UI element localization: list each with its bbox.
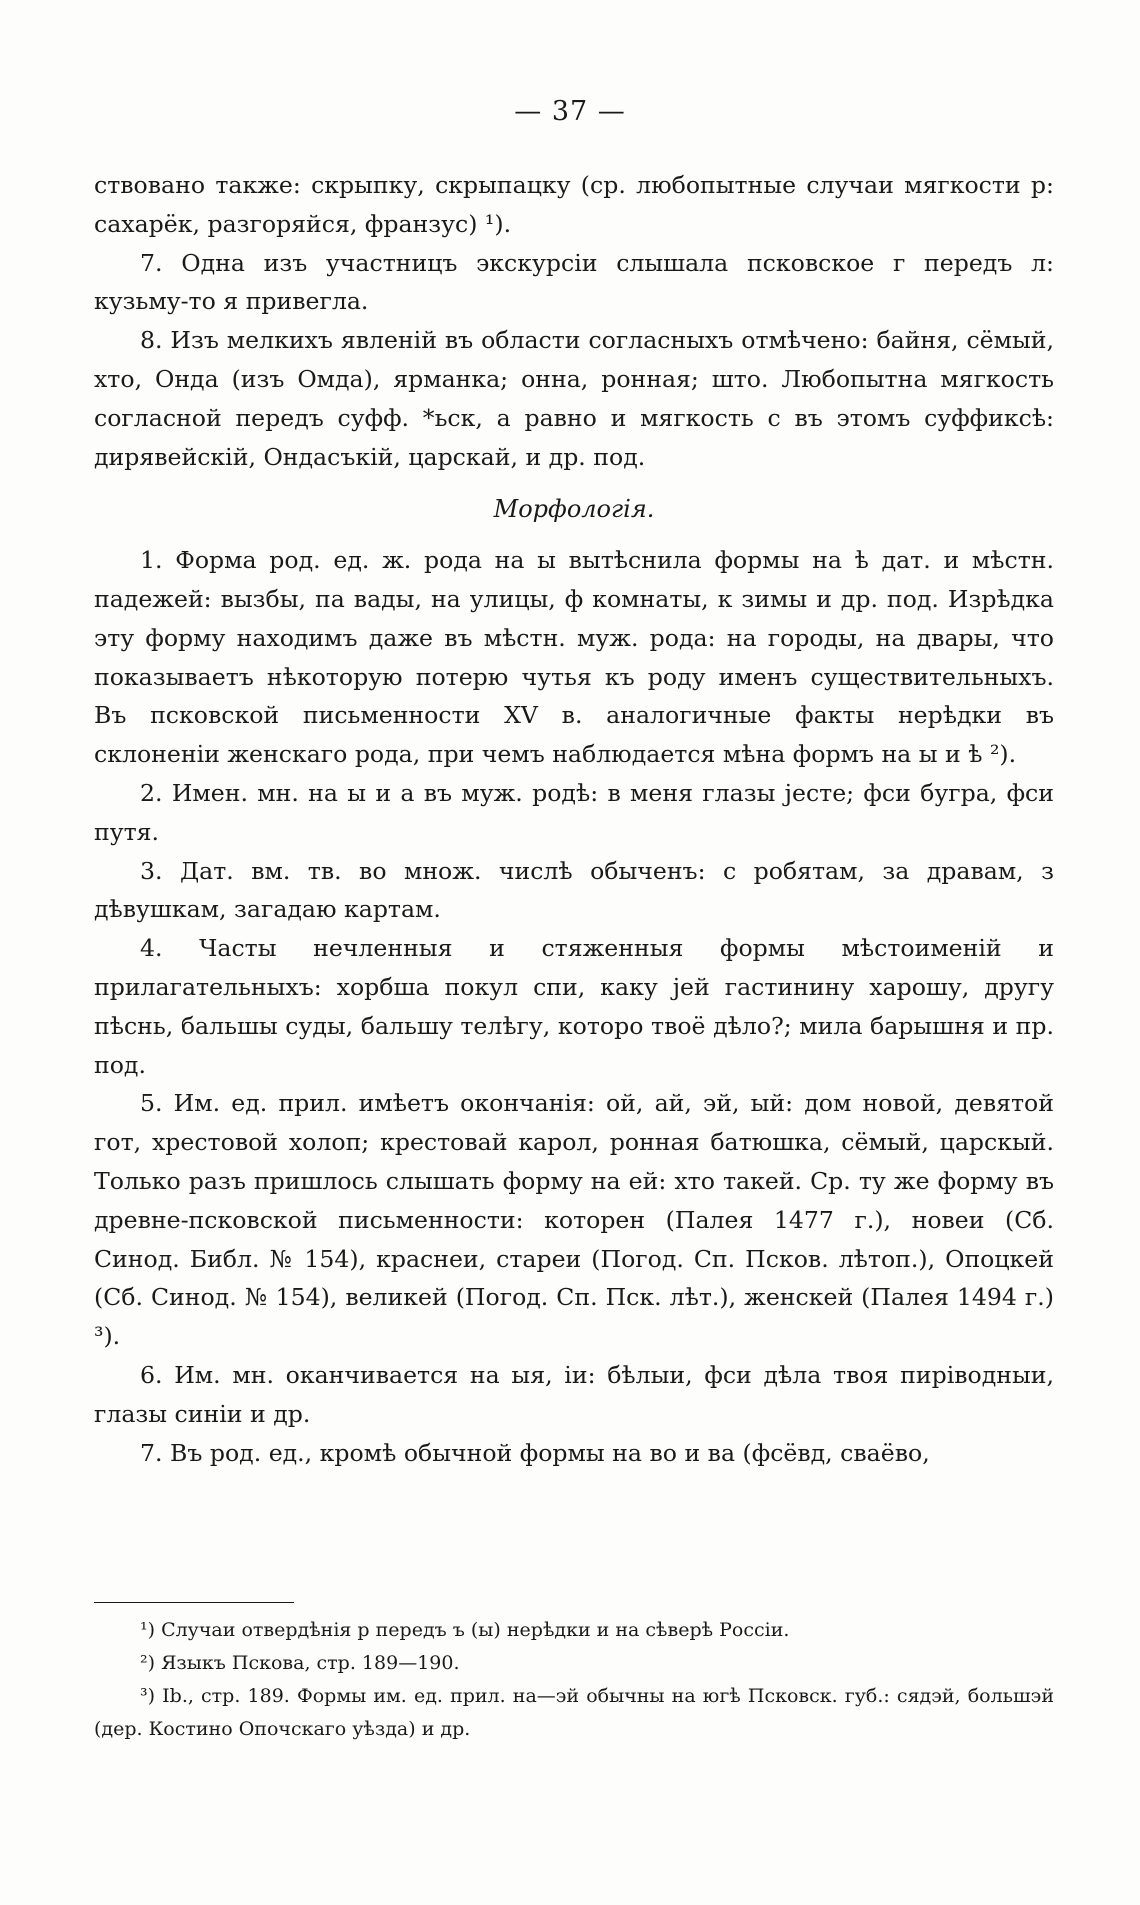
paragraph-continuation: ствовано также: скрыпку, скрыпацку (ср. любопытные случаи мягкости р: сахарёк, разгоряйся, франзус) ¹). — [94, 171, 1054, 238]
paragraph-8: 8. Изъ мелкихъ явленій въ области согласныхъ отмѣчено: байня, сёмый, хто, Онда (изъ Омда), ярманка; онна, ронная; што. Любопытна мягкость согласной передъ суфф. *ьск, а равно и мягкость с въ этомъ суффиксѣ: дирявейскій, Ондасъкій, царскай, и др. под. — [94, 326, 1054, 471]
footnote-3: ³) Ib., стр. 189. Формы им. ед. прил. на—эй обычны на югѣ Псковск. губ.: сядэй, большэй (дер. Костино Опочскаго уѣзда) и др. — [94, 1685, 1054, 1740]
morph-paragraph-2: 2. Имен. мн. на ы и а въ муж. родѣ: в меня глазы јесте; фси бугра, фси путя. — [94, 778, 1054, 846]
section-title-morphology: Морфологія. — [493, 495, 655, 524]
body-text — [94, 166, 1054, 1472]
footnotes — [94, 1614, 1054, 1746]
morph-paragraph-4: 4. Часты нечленныя и стяженныя формы мѣстоименій и прилагательныхъ: хорбша покул спи, каку јей гастинину харошу, другу пѣснь, бальшы суды, бальшу телѣгу, которо твоё дѣло?; мила барышня и пр. под. — [94, 934, 1054, 1079]
footnote-2: ²) Языкъ Пскова, стр. 189—190. — [140, 1652, 460, 1674]
paragraph-7: 7. Одна изъ участницъ экскурсіи слышала псковское г передъ л: кузьму-то я привегла. — [94, 248, 1054, 316]
morph-paragraph-1: 1. Форма род. ед. ж. рода на ы вытѣснила формы на ѣ дат. и мѣстн. падежей: вызбы, па вады, на улицы, ф комнаты, к зимы и др. под. Изрѣдка эту форму находимъ даже въ мѣстн. муж. рода: на городы, на двары, что показываетъ нѣкоторую потерю чутья къ роду именъ существительныхъ. Въ псковской письменности XV в. аналогичные факты нерѣдки въ склоненіи женскаго рода, при чемъ наблюдается мѣна формъ на ы и ѣ ²). — [94, 546, 1054, 769]
morph-paragraph-7: 7. Въ род. ед., кромѣ обычной формы на во и ва (фсёвд, сваёво, — [140, 1438, 930, 1467]
morph-paragraph-3: 3. Дат. вм. тв. во множ. числѣ обыченъ: с робятам, за дравам, з дѣвушкам, загадаю картам. — [94, 856, 1054, 924]
page-number: — 37 — — [514, 96, 626, 127]
morph-paragraph-5: 5. Им. ед. прил. имѣетъ окончанія: ой, ай, эй, ый: дом новой, девятой гот, хрестовой холоп; крестовай карол, ронная батюшка, сёмый, царскый. Только разъ пришлось слышать форму на ей: хто такей. Ср. ту же форму въ древне-псковской письменности: которен (Палея 1477 г.), новеи (Сб. Синод. Библ. № 154), краснеи, стареи (Погод. Сп. Псков. лѣтоп.), Опоцкей (Сб. Синод. № 154), великей (Погод. Сп. Пск. лѣт.), женскей (Палея 1494 г.) ³). — [94, 1089, 1054, 1351]
footnote-divider — [94, 1602, 294, 1603]
morph-paragraph-6: 6. Им. мн. оканчивается на ыя, іи: бѣлыи, фси дѣла твоя пиріводныи, глазы синіи и др. — [94, 1360, 1054, 1428]
footnote-1: ¹) Случаи отвердѣнія р передъ ъ (ы) нерѣдки и на сѣверѣ Россіи. — [140, 1619, 790, 1641]
